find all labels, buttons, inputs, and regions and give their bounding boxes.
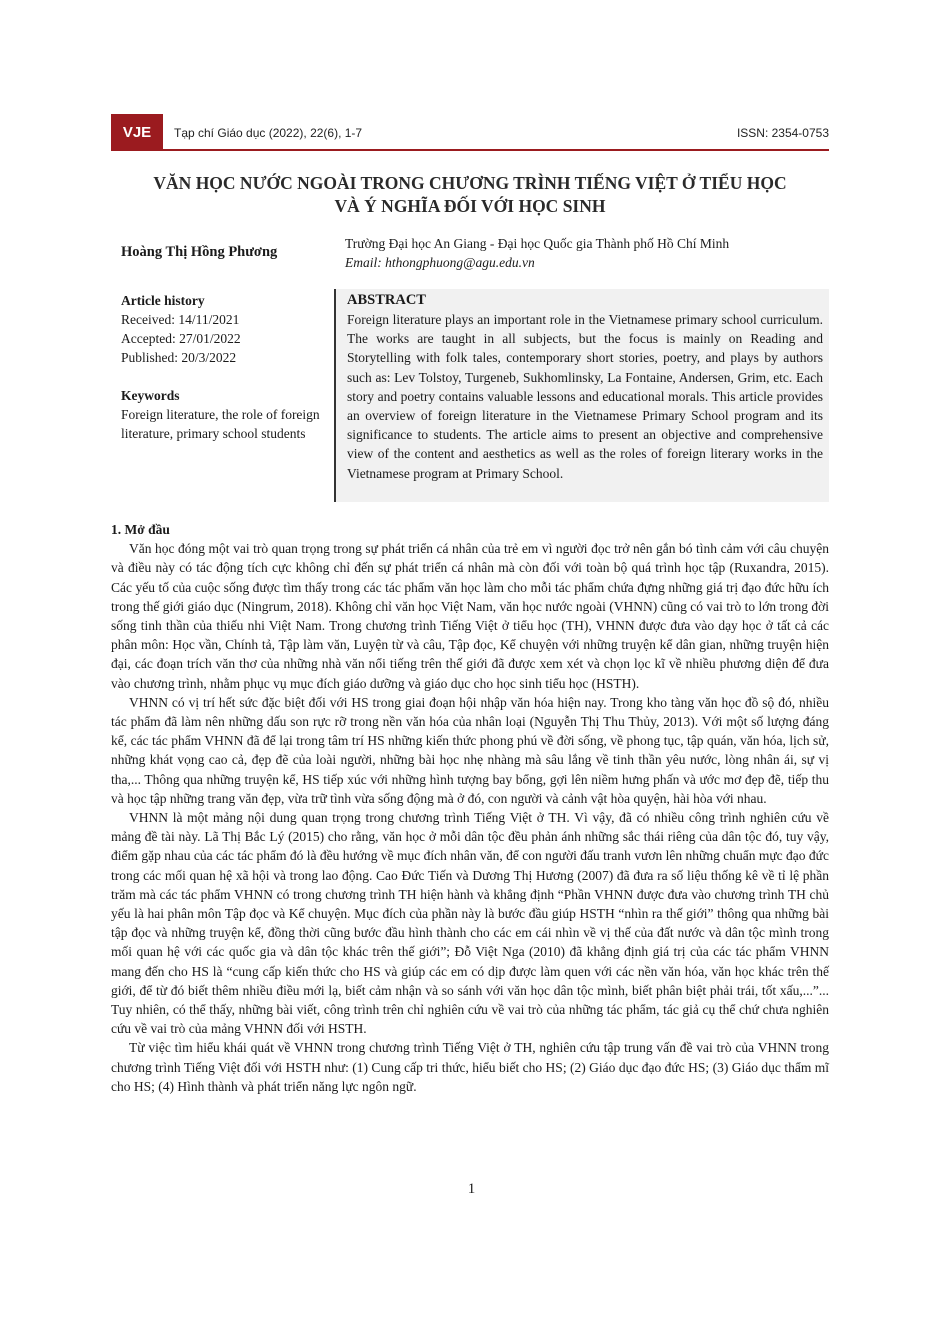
author-affiliation-block (345, 234, 729, 272)
journal-citation: Tạp chí Giáo dục (2022), 22(6), 1-7 (174, 126, 363, 140)
issn: ISSN: 2354-0753 (736, 126, 829, 140)
paragraph-2: VHNN có vị trí hết sức đặc biệt đối với HS trong giai đoạn hội nhập văn hóa hiện nay. Trong kho tàng văn học đồ sộ đó, nhiều tác phẩm đã làm nên những dấu son rực rỡ trong nền văn hóa của nhân loại (Nguyễn Thị Thu Thủy, 2013). Với một số lượng đáng kể, các tác phẩm VHNN đã để lại trong tâm trí HS những kiến thức phong phú về đời sống, về phong tục, tập quán, văn hóa, lịch sử, những khát vọng cao cả, đẹp đẽ của loài người, những bài học nhẹ nhàng mà sâu lắng về tinh thần yêu nước, lòng nhân ái, sự vị tha,... Thông qua những truyện kể, HS tiếp xúc với những hình tượng bay bổng, gợi lên niềm hưng phấn và ước mơ đẹp đẽ, tiếp thu và học tập những trang văn đẹp, vừa trữ tình vừa sống động mà ở đó, con người và cảnh vật hòa quyện, hài hòa với nhau. (111, 694, 829, 806)
abstract-text: Foreign literature plays an important role in the Vietnamese primary school curriculum. The works are taught in all subjects, but the focus is mainly on Reading and Storytelling with folk tales, contemporary short stories, poetry, and plays by authors such as: Lev Tolstoy, Turgeneb, Sukhomlinsky, La Fontaine, Andersen, Grim, etc. Each story and poetry contains valuable lessons and educational morals. This article provides an overview of foreign literature in the Vietnamese Primary School program and its significance to students. The article aims to present an objective and comprehensive view of the content and aesthetics as well as the roles of foreign literary works in the Vietnamese program at Primary School. (347, 312, 823, 481)
article-history-heading: Article history (121, 293, 205, 308)
keywords-heading: Keywords (121, 388, 180, 403)
journal-header (111, 114, 829, 150)
title-line-2: VÀ Ý NGHĨA ĐỐI VỚI HỌC SINH (334, 196, 606, 216)
author-name: Hoàng Thị Hồng Phương (121, 244, 278, 260)
published-date: Published: 20/3/2022 (121, 350, 237, 365)
article-meta (121, 291, 321, 443)
header-rule (111, 149, 829, 151)
abstract-heading: ABSTRACT (347, 292, 426, 308)
section-heading: 1. Mở đầu (111, 522, 170, 537)
spacer (121, 367, 321, 386)
article-title (111, 172, 829, 218)
paragraph-4: Từ việc tìm hiểu khái quát về VHNN trong chương trình Tiếng Việt ở TH, nghiên cứu tập trung vấn đề vai trò của VHNN trong chương trình Tiếng Việt đối với HSTH như: (1) Cung cấp tri thức, hiểu biết cho HS; (2) Giáo dục đạo đức HS; (3) Giáo dục thẩm mĩ cho HS; (4) Hình thành và phát triển năng lực ngôn ngữ. (111, 1040, 829, 1094)
journal-logo: VJE (111, 114, 163, 150)
title-line-1: VĂN HỌC NƯỚC NGOÀI TRONG CHƯƠNG TRÌNH TIẾNG VIỆT Ở TIỂU HỌC (153, 173, 787, 193)
article-body (111, 520, 829, 1096)
abstract-box (334, 289, 829, 502)
paragraph-1: Văn học đóng một vai trò quan trọng trong sự phát triển cá nhân của trẻ em vì người đọc trở nên gắn bó tình cảm với câu chuyện và điều này có tác động tích cực không chỉ đến sự phát triển cá nhân mà còn đối với toàn bộ quá trình học tập (Ruxandra, 2015). Các yếu tố của cuộc sống được tìm thấy trong các tác phẩm văn học làm cho mỗi tác phẩm chứa đựng những giá trị đạo đức hữu ích trong thế giới giáo dục (Ningrum, 2018). Không chỉ văn học Việt Nam, văn học nước ngoài (VHNN) cũng có vai trò to lớn trong đời sống tinh thần của thiếu nhi Việt Nam. Trong chương trình Tiếng Việt ở tiểu học (TH), VHNN được đưa vào dạy học ở tất cả các phân môn: Học vần, Chính tả, Tập làm văn, Luyện từ và câu, Tập đọc, Kể chuyện với những truyện kể dân gian, những truyện hiện đại, các đoạn trích văn thơ của những nhà văn nổi tiếng trên thế giới đã được xem xét và chọn lọc kĩ về nhiều phương diện để đưa vào chương trình, nhằm phục vụ mục đích giáo dưỡng và giáo dục cho học sinh tiểu học (HSTH). (111, 541, 829, 691)
page-number: 1 (467, 1181, 476, 1197)
received-date: Received: 14/11/2021 (121, 312, 240, 327)
keywords-text: Foreign literature, the role of foreign literature, primary school students (121, 407, 320, 441)
paragraph-3: VHNN là một mảng nội dung quan trọng trong chương trình Tiếng Việt ở TH. Vì vậy, đã có nhiều công trình nghiên cứu về mảng đề tài này. Lã Thị Bắc Lý (2015) cho rằng, văn học ở mỗi dân tộc đều phản ánh những sắc thái riêng của dân tộc đó, tuy vậy, điểm gặp nhau của các tác phẩm đó là đều hướng về mục đích nhân văn, để con người đấu tranh vươn lên những chuẩn mực đạo đức trong các mối quan hệ xã hội và trong lao động. Cao Đức Tiến và Dương Thị Hương (2007) đã đưa ra số liệu thống kê về tỉ lệ phần trăm mà các tác phẩm VHNN có trong chương trình TH hiện hành và khẳng định “Phần VHNN được đưa vào chương trình TH chủ yếu là hai phân môn Tập đọc và Kể chuyện. Mục đích của phần này là bước đầu giúp HSTH “nhìn ra thế giới” thông qua những bài tập đọc và những truyện kể, đồng thời cũng bước đầu hình thành cho các em cái nhìn về vị thế của đất nước và dân tộc mình trong mối quan hệ với các quốc gia và dân tộc khác trên thế giới”; Đỗ Việt Nga (2010) đã khẳng định giá trị của các tác phẩm VHNN mang đến cho HS là “cung cấp kiến thức cho HS và giúp các em có dịp được làm quen với các nền văn hóa, văn học khác trên thế giới, để từ đó biết thêm nhiều điều mới lạ, biết cảm nhận và so sánh với văn học dân tộc mình, biết phân biệt phải trái, tốt xấu,...”... Tuy nhiên, có thể thấy, những bài viết, công trình trên chỉ nghiên cứu về vai trò của những tác phẩm, tác giả cụ thể chứ chưa nghiên cứu về vai trò của mảng VHNN đối với HSTH. (111, 810, 829, 1037)
accepted-date: Accepted: 27/01/2022 (121, 331, 241, 346)
author-email: Email: hthongphuong@agu.edu.vn (345, 255, 535, 270)
affiliation: Trường Đại học An Giang - Đại học Quốc gia Thành phố Hồ Chí Minh (345, 236, 730, 251)
